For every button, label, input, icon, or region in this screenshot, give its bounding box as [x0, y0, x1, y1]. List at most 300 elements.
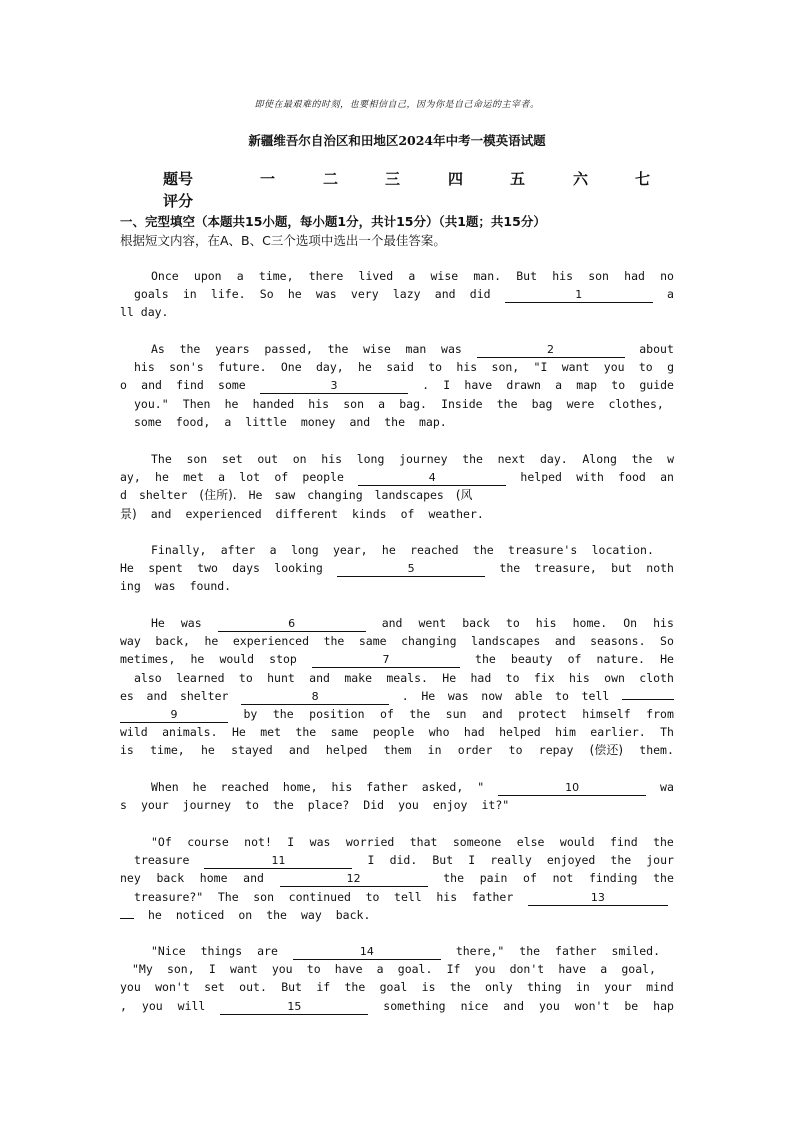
word: to: [428, 360, 443, 375]
word: he: [224, 396, 239, 411]
word: to: [306, 962, 321, 977]
word: you: [603, 360, 625, 375]
col-5: 五: [510, 170, 526, 188]
word: the: [443, 871, 465, 886]
passage-line: [120, 267, 674, 285]
word: One: [280, 360, 302, 375]
word: d: [120, 488, 127, 503]
word: he: [155, 470, 169, 485]
word: things: [200, 944, 243, 958]
answer-blank-13[interactable]: 13: [528, 891, 668, 906]
word: As: [151, 342, 165, 356]
word: and: [146, 688, 168, 703]
passage-line: [120, 413, 674, 431]
answer-blank-8[interactable]: 8: [241, 690, 389, 705]
text-run: (风: [455, 488, 473, 503]
word: the: [266, 907, 287, 922]
word: he: [358, 360, 372, 375]
word: seasons.: [590, 634, 646, 649]
word: he: [192, 780, 207, 794]
word: worried: [345, 835, 395, 849]
word: life.: [210, 287, 246, 302]
word: on: [238, 907, 253, 922]
passage-line: [120, 285, 674, 303]
word: himself: [582, 706, 631, 721]
answer-blank-9[interactable]: 9: [120, 708, 228, 723]
word: .: [422, 378, 430, 393]
passage-line: [120, 833, 674, 851]
word: find: [176, 378, 204, 393]
word: kinds: [351, 506, 387, 521]
word: out.: [239, 980, 267, 995]
answer-blank-4[interactable]: 4: [358, 471, 506, 486]
word: son: [186, 452, 208, 466]
word: have: [558, 962, 587, 977]
word: on: [292, 452, 307, 466]
word: the: [327, 342, 349, 356]
word: clothes,: [608, 396, 664, 411]
word: ,: [120, 998, 127, 1013]
word: to: [238, 670, 253, 685]
answer-blank-5[interactable]: 5: [337, 562, 485, 577]
passage-line: [120, 650, 674, 668]
word: food: [618, 470, 646, 485]
word: to: [638, 360, 653, 375]
word: to: [365, 889, 380, 904]
passage-line: [120, 778, 674, 796]
word: a: [378, 396, 386, 411]
passage-line: [120, 559, 674, 577]
word: animals.: [162, 725, 218, 740]
word: years: [215, 342, 250, 356]
word: and: [309, 670, 330, 685]
word: of: [400, 506, 415, 521]
word: to: [611, 378, 626, 393]
word: He: [231, 725, 246, 740]
word: long: [290, 543, 319, 557]
word: the: [295, 725, 317, 740]
word: a: [236, 269, 244, 283]
word: passed,: [264, 342, 313, 356]
word: the: [653, 835, 674, 849]
word: "I: [533, 360, 548, 375]
word: pain: [479, 871, 508, 886]
passage-line: [120, 614, 674, 632]
word: him: [555, 725, 576, 740]
passage-line: [120, 541, 674, 559]
word: So: [660, 634, 674, 649]
word: time,: [150, 743, 185, 758]
word: people: [372, 725, 415, 740]
word: cloth: [639, 670, 674, 685]
word: helped: [499, 725, 541, 740]
word: protect: [518, 706, 567, 721]
word: noth: [646, 561, 674, 576]
word: not!: [244, 835, 272, 849]
word: he: [381, 543, 396, 557]
paragraph-4: [120, 541, 674, 596]
word: wise: [430, 269, 459, 283]
text-run: wa: [660, 780, 674, 794]
word: son: [588, 269, 609, 283]
passage-line: [120, 796, 674, 814]
col-6: 六: [573, 170, 589, 188]
word: said: [386, 360, 414, 375]
word: location.: [591, 543, 654, 557]
paragraph-5: [120, 614, 674, 760]
word: a: [408, 269, 416, 283]
paragraph-3: [120, 450, 674, 523]
word: meals.: [386, 670, 428, 685]
answer-blank-14[interactable]: 14: [293, 945, 441, 960]
word: saw: [274, 488, 296, 503]
word: the: [344, 980, 366, 995]
motto: 即使在最艰难的时刻，也要相信自己，因为你是自己命运的主宰者。: [254, 100, 540, 110]
word: don't: [509, 962, 545, 977]
word: day.: [539, 452, 568, 466]
word: his: [321, 452, 343, 466]
word: day,: [315, 360, 344, 375]
word: o: [120, 378, 127, 393]
word: you: [474, 962, 496, 977]
passage-line: [120, 505, 674, 523]
passage-line: [120, 468, 674, 486]
word: own: [604, 670, 625, 685]
word: .: [401, 688, 409, 703]
word: the: [384, 414, 405, 429]
col-3: 三: [385, 170, 401, 188]
word: is: [120, 743, 134, 758]
text-run: ll day.: [120, 305, 169, 320]
word: some: [134, 414, 162, 429]
word: had: [470, 670, 492, 685]
word: goal,: [621, 962, 656, 977]
word: goal: [379, 980, 408, 995]
word: to: [505, 670, 520, 685]
word: a: [218, 470, 226, 485]
word: the: [499, 561, 521, 576]
word: you: [271, 962, 293, 977]
answer-blank-9-start: [622, 699, 674, 700]
word: experienced: [185, 506, 262, 521]
col-7: 七: [635, 170, 651, 188]
word: it?": [481, 798, 510, 813]
word: Finally,: [151, 543, 207, 557]
word: shelter: [179, 688, 229, 703]
col-2: 二: [323, 170, 339, 188]
word: his: [308, 396, 330, 411]
word: from: [646, 706, 674, 721]
passage-line: [120, 358, 674, 376]
word: When: [151, 780, 179, 794]
answer-blank-3[interactable]: 3: [260, 379, 408, 394]
word: and: [349, 414, 371, 429]
word: found.: [189, 579, 232, 594]
word: If: [446, 962, 461, 977]
word: you: [141, 998, 163, 1013]
word: nice: [460, 998, 489, 1013]
word: g: [667, 360, 674, 375]
passage-line: [120, 303, 674, 321]
word: of: [567, 652, 582, 667]
word: earlier.: [590, 725, 646, 740]
word: is: [421, 980, 436, 995]
answer-blank-6[interactable]: 6: [218, 617, 366, 632]
word: drawn: [506, 378, 541, 393]
word: Then: [182, 396, 211, 411]
word: and: [503, 998, 525, 1013]
word: your: [140, 798, 169, 813]
word: man.: [473, 269, 502, 283]
word: you: [120, 980, 141, 995]
word: the: [472, 543, 494, 557]
word: his: [436, 889, 458, 904]
word: wild: [120, 725, 148, 740]
word: Along: [582, 452, 617, 466]
word: handed: [252, 396, 295, 411]
word: not: [552, 871, 574, 886]
word: tell: [394, 889, 422, 904]
word: something: [383, 998, 446, 1013]
word: es: [120, 688, 134, 703]
word: back: [462, 616, 490, 630]
word: his: [552, 269, 573, 283]
word: after: [220, 543, 256, 557]
word: he: [148, 907, 162, 922]
word: the: [496, 396, 518, 411]
word: food,: [175, 414, 211, 429]
word: there: [308, 269, 344, 283]
word: ay,: [120, 470, 141, 485]
label-question-number: 题号: [163, 170, 194, 188]
word: to: [508, 743, 523, 758]
word: someone: [452, 835, 502, 849]
word: and: [243, 871, 264, 886]
word: and: [554, 634, 576, 649]
col-4: 四: [448, 170, 464, 188]
word: Th: [660, 725, 674, 740]
word: Did: [363, 798, 385, 813]
word: son,: [491, 360, 520, 375]
word: repay: [538, 743, 574, 758]
word: of: [523, 871, 537, 886]
word: the: [323, 634, 345, 649]
word: be: [624, 998, 639, 1013]
word: So: [259, 287, 274, 302]
word: experienced: [232, 634, 310, 649]
section-heading: 一、完型填空（本题共15小题，每小题1分，共计15分）（共1题；共15分）: [120, 214, 546, 229]
word: I: [468, 853, 476, 868]
label-score: 评分: [163, 192, 194, 210]
word: he: [190, 652, 205, 667]
word: his: [653, 616, 674, 630]
word: find: [609, 835, 638, 849]
word: father: [555, 944, 597, 958]
answer-blank-2[interactable]: 2: [477, 343, 625, 358]
passage-line: [120, 851, 674, 869]
word: to: [505, 616, 520, 630]
word: enjoyed: [546, 853, 596, 868]
word: learned: [176, 670, 225, 685]
word: the: [610, 853, 632, 868]
word: father: [471, 889, 514, 904]
word: treasure: [134, 853, 190, 868]
word: Inside: [441, 396, 483, 411]
word: I: [443, 378, 451, 393]
word: place?: [307, 798, 350, 813]
word: very: [350, 287, 379, 302]
word: long: [356, 452, 385, 466]
word: man: [405, 342, 427, 356]
word: the: [462, 452, 483, 466]
paragraph-6: [120, 778, 674, 814]
word: s: [120, 798, 127, 813]
passage-line: [120, 869, 674, 887]
word: metimes,: [120, 652, 176, 667]
passage-line: [120, 978, 674, 996]
word: that: [409, 835, 438, 849]
answer-blank-7[interactable]: 7: [312, 653, 460, 668]
word: set: [204, 980, 225, 995]
answer-blank-12[interactable]: 12: [280, 872, 428, 887]
word: a: [269, 543, 277, 557]
word: and: [434, 287, 456, 302]
word: no: [660, 269, 674, 283]
word: goals: [134, 287, 169, 302]
word: he: [287, 287, 302, 302]
answer-blank-10[interactable]: 10: [498, 781, 646, 796]
word: On: [623, 616, 638, 630]
passage-line: [120, 632, 674, 650]
word: next: [497, 452, 526, 466]
word: reached: [220, 780, 269, 794]
word: wise: [363, 342, 391, 356]
word: landscapes: [471, 634, 541, 649]
passage-line: [120, 906, 674, 924]
word: was: [315, 287, 337, 302]
word: The: [217, 889, 239, 904]
word: he: [200, 743, 215, 758]
word: asked,: [421, 780, 464, 794]
word: son: [343, 396, 364, 411]
word: map.: [419, 414, 447, 429]
word: lazy: [392, 287, 421, 302]
word: but: [611, 561, 632, 576]
word: was: [441, 342, 462, 356]
passage-line: [120, 741, 674, 759]
word: treasure?": [134, 889, 204, 904]
word: also: [134, 670, 162, 685]
word: was: [309, 835, 331, 849]
word: nature.: [596, 652, 645, 667]
word: He: [151, 616, 165, 630]
word: have: [464, 378, 493, 393]
answer-blank-11[interactable]: 11: [204, 854, 352, 869]
word: map: [576, 378, 598, 393]
word: helped: [520, 470, 562, 485]
word: back,: [155, 634, 190, 649]
word: spent: [148, 561, 183, 576]
passage-line: [120, 942, 674, 960]
word: the: [272, 798, 294, 813]
word: jour: [646, 853, 674, 868]
word: an: [660, 470, 674, 485]
word: you: [539, 998, 560, 1013]
word: able: [514, 688, 543, 703]
word: who: [428, 725, 450, 740]
word: was: [447, 688, 469, 703]
word: way: [120, 634, 141, 649]
word: a: [600, 962, 608, 977]
exam-title: 新疆维吾尔自治区和田地区2024年中考一模英语试题: [248, 133, 546, 148]
word: people: [302, 470, 344, 485]
word: same: [358, 634, 387, 649]
word: met: [183, 470, 204, 485]
word: order: [457, 743, 493, 758]
word: the: [519, 944, 541, 958]
word: But: [281, 980, 302, 995]
word: are: [257, 944, 278, 958]
word: home.: [572, 616, 608, 630]
word: in: [182, 287, 197, 302]
word: did: [469, 287, 491, 302]
word: enjoy: [432, 798, 468, 813]
word: future.: [218, 360, 267, 375]
word: in: [575, 980, 590, 995]
word: lot: [239, 470, 261, 485]
word: He: [248, 488, 263, 503]
word: his: [535, 616, 557, 630]
word: set: [221, 452, 243, 466]
word: helped: [325, 743, 368, 758]
word: reached: [410, 543, 459, 557]
word: thing: [526, 980, 562, 995]
word: sun: [445, 706, 467, 721]
word: by: [243, 706, 258, 721]
word: w: [667, 452, 674, 466]
word: will: [177, 998, 206, 1013]
score-table-header: [163, 168, 663, 190]
word: would: [559, 835, 595, 849]
word: of: [274, 470, 289, 485]
text-run: 景): [120, 506, 137, 521]
word: was: [154, 579, 176, 594]
word: with: [576, 470, 604, 485]
answer-blank-1[interactable]: 1: [505, 288, 653, 303]
word: journey: [399, 452, 448, 466]
word: son,: [166, 962, 195, 977]
passage-line: [120, 997, 674, 1015]
passage-line: [120, 486, 674, 504]
word: "Of: [151, 835, 172, 849]
word: you.": [134, 396, 169, 411]
word: treasure,: [534, 561, 597, 576]
word: changing: [307, 488, 363, 503]
paragraph-1: [120, 267, 674, 322]
passage-line: [120, 577, 674, 595]
passage-line: [120, 395, 674, 413]
word: have: [334, 962, 363, 977]
answer-blank-15[interactable]: 15: [220, 1000, 368, 1015]
word: went: [418, 616, 447, 630]
word: home: [199, 871, 228, 886]
word: beauty: [510, 652, 553, 667]
word: ": [477, 780, 485, 794]
word: landscapes: [374, 488, 444, 503]
word: his: [456, 360, 478, 375]
word: son's: [169, 360, 204, 375]
word: back: [156, 871, 185, 886]
